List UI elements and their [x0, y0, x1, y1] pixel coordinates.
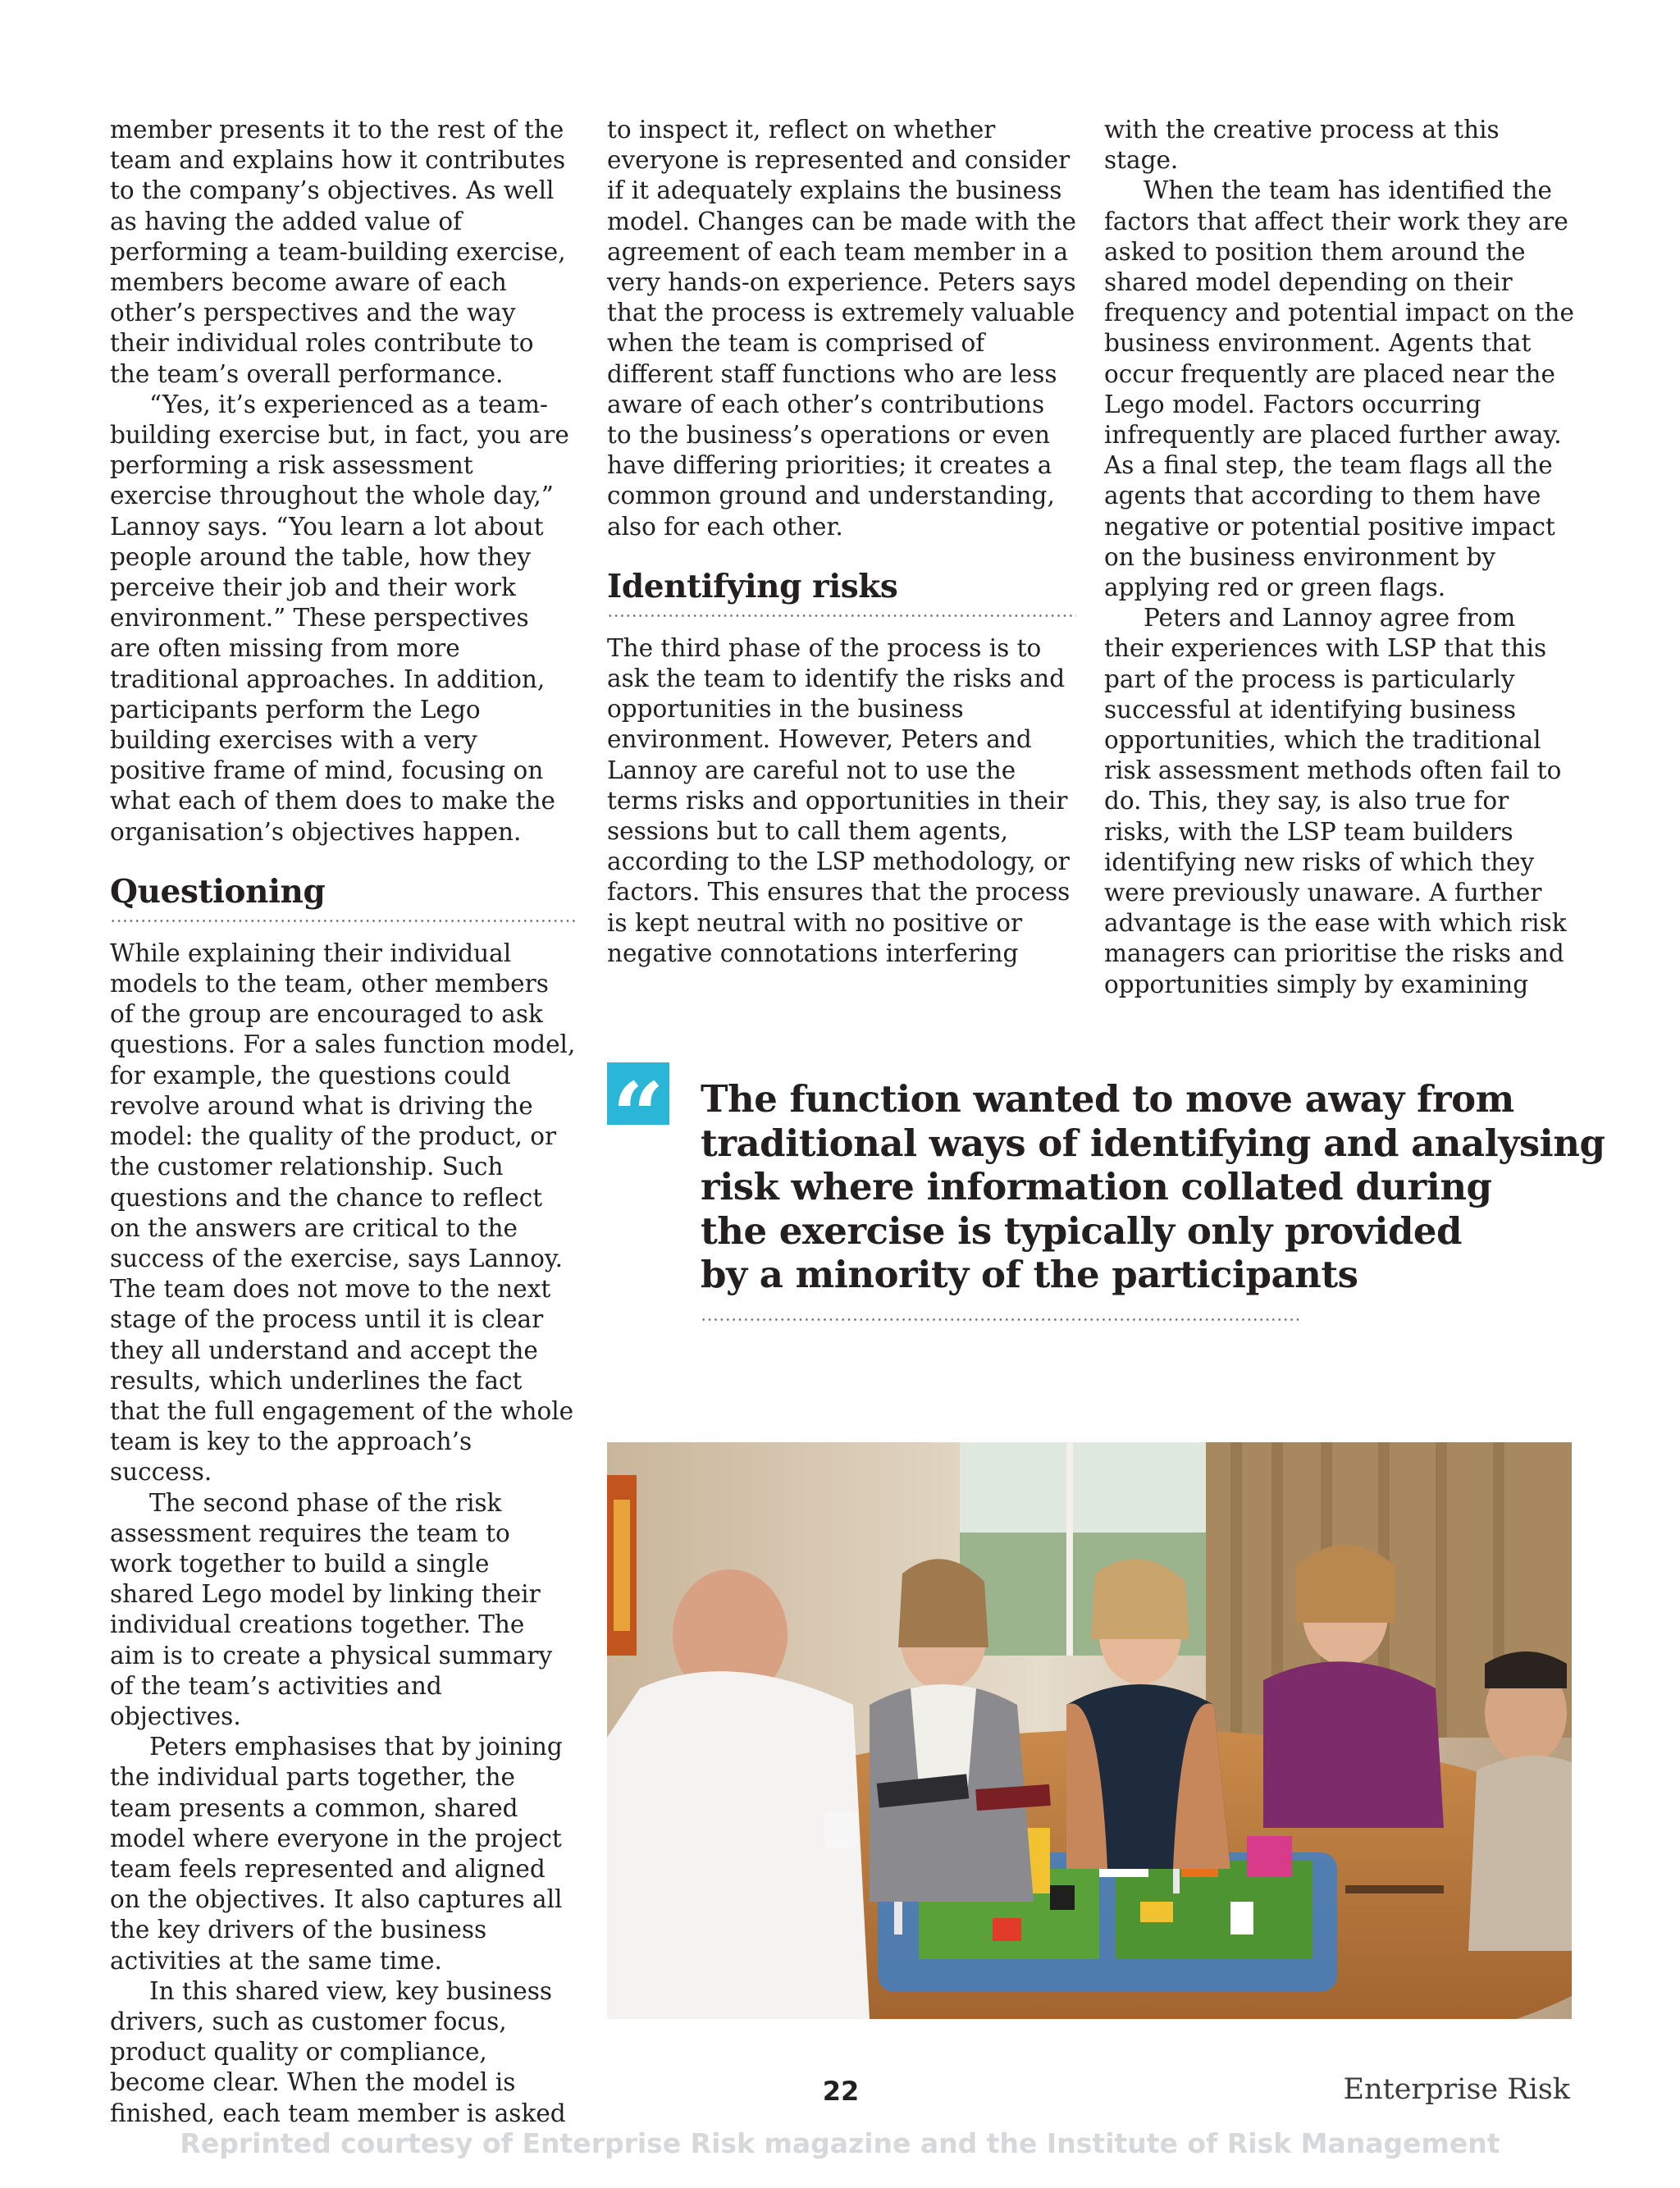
dotted-divider [701, 1318, 1301, 1321]
paragraph: When the team has identified the factors that affect their work they are asked to position them around the shared model depending on their frequency and potential impact on the business environment. Agents that occur frequently are placed near the Lego model. Factors occurring infrequently are placed further away. As a final step, the team flags all the agents that according to them have negative or potential positive impact on the business environment by applying red or green flags. [1104, 176, 1574, 602]
paragraph: Peters and Lannoy agree from their experiences with LSP that this part of the process is particularly successful at identifying business opportunities, which the traditional risk assessment methods often fail to do. This, they say, is also true for risks, with the LSP team builders identifying new risks of which they were previously unaware. A further advantage is the ease with which risk managers can prioritise the risks and opportunities simply by examining [1104, 604, 1567, 998]
magazine-name: Enterprise Risk [1343, 2073, 1570, 2106]
paragraph: to inspect it, reflect on whether everyone is represented and consider if it adequately explains the business model. Changes can be made with the agreement of each team member in a very hands-on experience. Peters says that the process is extremely valuable when the team is comprised of different staff functions who are less aware of each other’s contributions to the business’s operations or even have differing priorities; it creates a common ground and understanding, also for each other. [607, 116, 1076, 541]
pull-quote-line: the exercise is typically only provided [701, 1208, 1463, 1253]
dotted-divider [607, 614, 1076, 617]
dotted-divider [110, 920, 576, 922]
paragraph: Peters emphasises that by joining the individual parts together, the team presents a common, shared model where everyone in the project team feels represented and aligned on the objectives. It also captures all the key drivers of the business activities at the same time. [110, 1733, 563, 1975]
paragraph: In this shared view, key business drivers, such as customer focus, product quality or compliance, become clear. When the model is finished, each team member is asked [110, 1976, 566, 2127]
page-number: 22 [822, 2076, 860, 2107]
pull-quote-line: by a minority of the participants [701, 1253, 1358, 1296]
team-lego-workshop-photo [607, 1442, 1572, 2019]
paragraph: member presents it to the rest of the team and explains how it contributes to the company’s objectives. As well as having the added value of performing a team-building exercise, members become aware of each other’s perspectives and the way their individual roles contribute to the team’s overall performance. [110, 116, 566, 388]
section-heading-questioning: Questioning [110, 872, 326, 911]
pull-quote-line: The function wanted to move away from [701, 1077, 1514, 1121]
paragraph: with the creative process at this stage. [1104, 116, 1500, 175]
paragraph: “Yes, it’s experienced as a team-building exercise but, in fact, you are performing a risk assessment exercise throughout the whole day,” Lannoy says. “You learn a lot about people around the table, how they perceive their job and their work environment.” These perspectives are often missing from more traditional approaches. In addition, participants perform the Lego building exercises with a very positive frame of mind, focusing on what each of them does to make the organisation’s objectives happen. [110, 390, 569, 846]
article-column-2 [607, 115, 1076, 969]
paragraph: The third phase of the process is to ask the team to identify the risks and opportunities in the business environment. However, Peters and Lannoy are careful not to use the terms risks and opportunities in their sessions but to call them agents, according to the LSP methodology, or factors. This ensures that the process is kept neutral with no positive or negative connotations interfering [607, 633, 1071, 967]
pull-quote-line: risk where information collated during [701, 1165, 1492, 1208]
article-column-3 [1104, 115, 1577, 1000]
photo-illustration [607, 1442, 1572, 2019]
article-column-1 [110, 115, 576, 2129]
pull-quote-text [701, 1077, 1605, 1297]
quote-mark-icon: “ [607, 1062, 669, 1125]
pull-quote-line: traditional ways of identifying and analysing [701, 1121, 1605, 1165]
reprint-notice: Reprinted courtesy of Enterprise Risk magazine and the Institute of Risk Management [180, 2127, 1500, 2159]
paragraph: The second phase of the risk assessment requires the team to work together to build a single shared Lego model by linking their individual creations together. The aim is to create a physical summary of the team’s activities and objectives. [110, 1488, 553, 1730]
section-heading-identifying-risks: Identifying risks [607, 567, 898, 605]
paragraph: While explaining their individual models to the team, other members of the group are encouraged to ask questions. For a sales function model, for example, the questions could revolve around what is driving the model: the quality of the product, or the customer relationship. Such questions and the chance to reflect on the answers are critical to the success of the exercise, says Lannoy. The team does not move to the next stage of the process until it is clear they all understand and accept the results, which underlines the fact that the full engagement of the whole team is key to the approach’s success. [110, 939, 576, 1487]
